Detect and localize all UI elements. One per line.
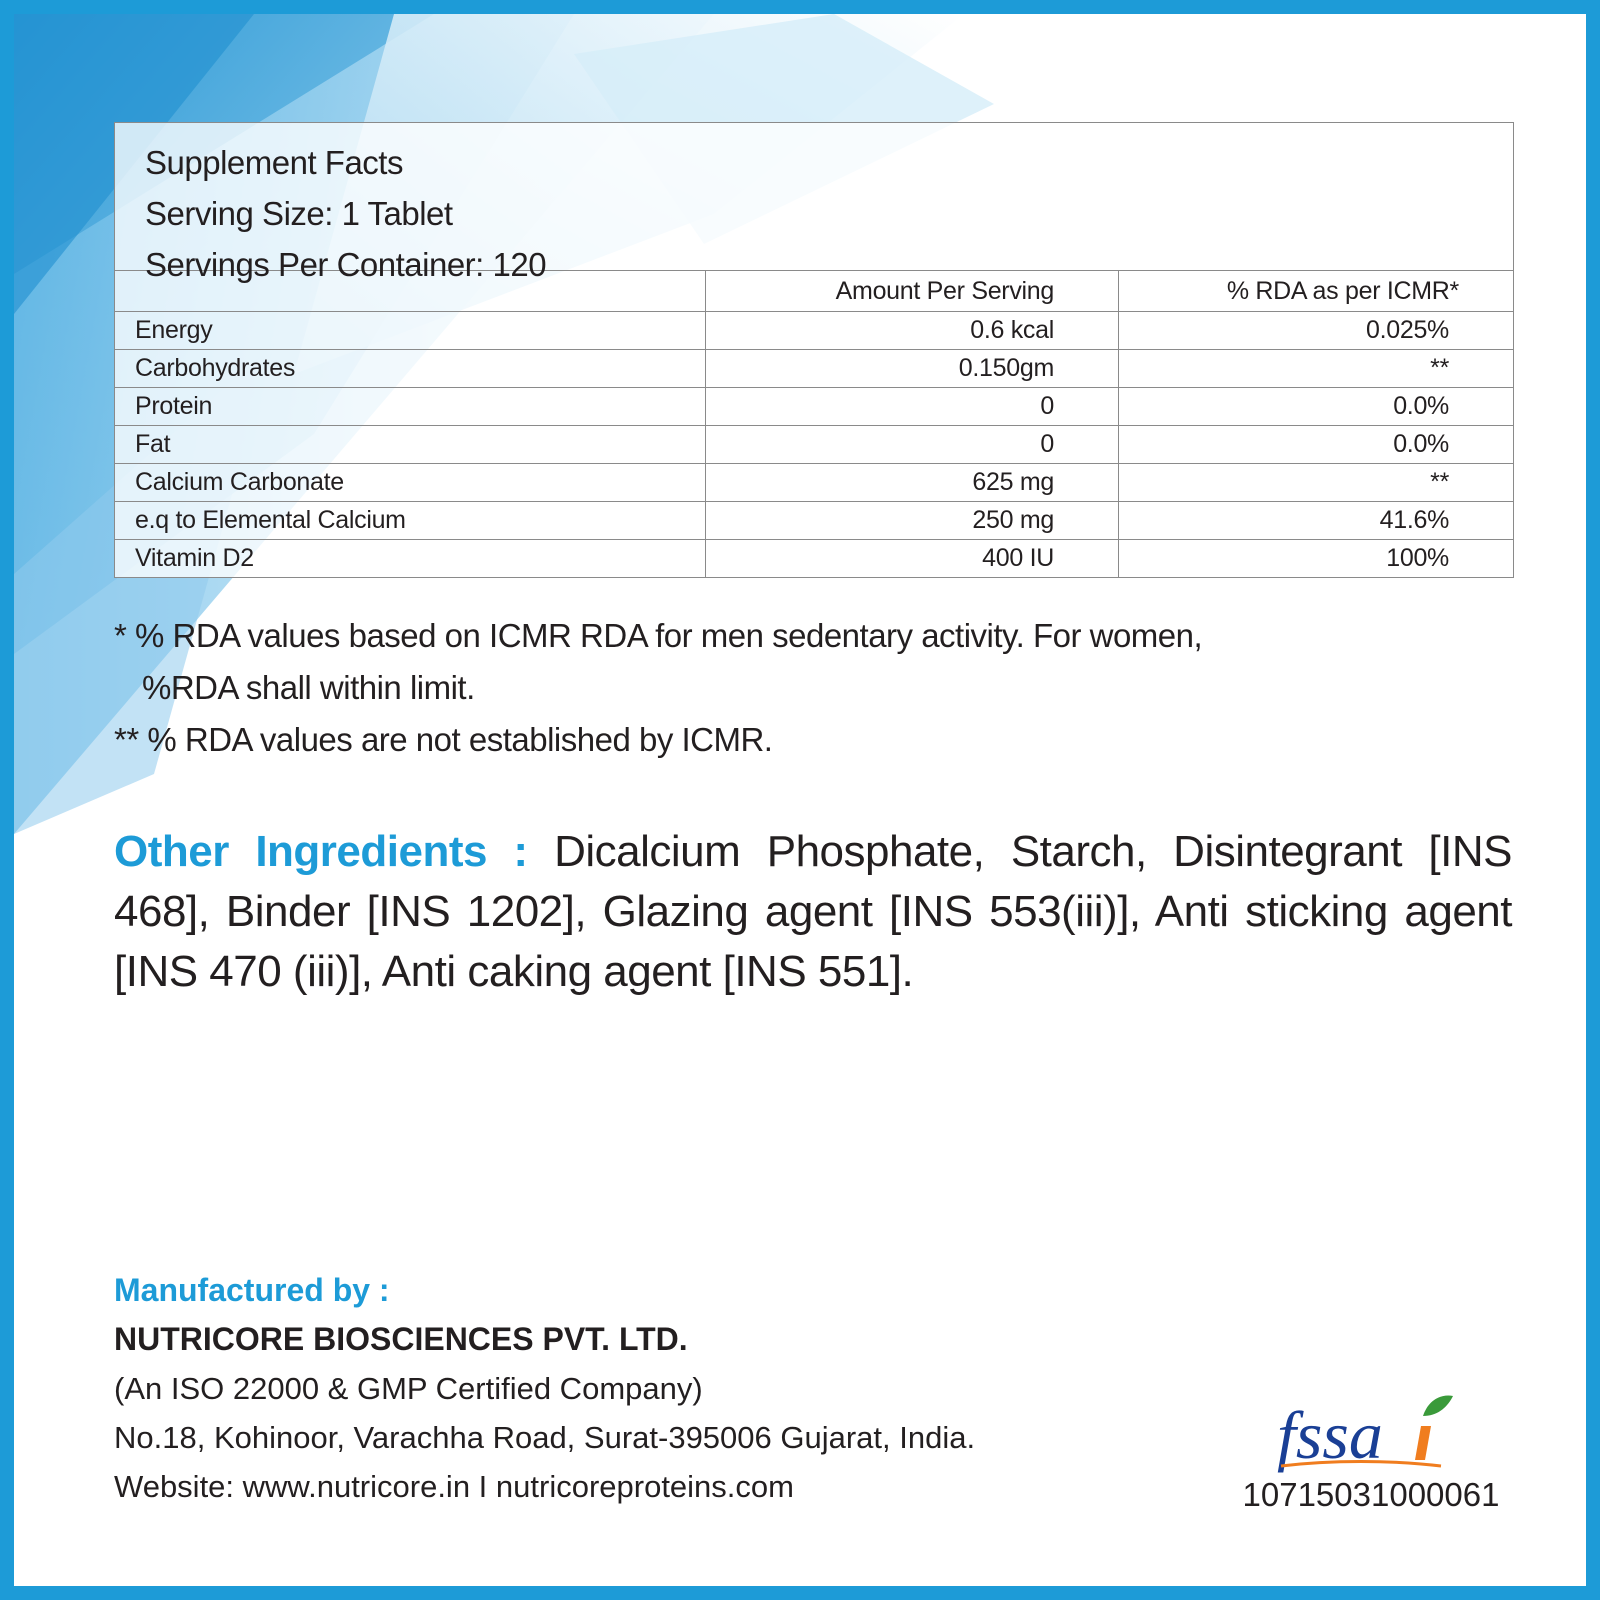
other-ingredients-text: Dicalcium Phosphate, Starch, Disintegrant [INS 468], Binder [INS 1202], Glazing agent [INS 553(iii)], Anti sticking agent [INS 470 (iii)], Anti caking agent [INS 551]. [114, 827, 1513, 996]
footnote-2: ** % RDA values are not established by ICMR. [114, 721, 773, 758]
manufacturer-label: Manufactured by : [114, 1272, 390, 1308]
nutrient-rda: 0.0% [1119, 388, 1514, 426]
header-rda: % RDA as per ICMR* [1119, 271, 1514, 312]
servings-per-container: Servings Per Container: 120 [145, 246, 547, 283]
nutrient-name: Fat [115, 426, 706, 464]
manufacturer-address: No.18, Kohinoor, Varachha Road, Surat-395006 Gujarat, India. [114, 1420, 976, 1455]
nutrient-amount: 0 [706, 388, 1119, 426]
table-row [115, 350, 1513, 388]
nutrient-rda: 41.6% [1119, 502, 1514, 540]
supplement-facts-panel [114, 122, 1514, 578]
nutrient-amount: 625 mg [706, 464, 1119, 502]
table-row [115, 540, 1513, 578]
facts-title: Supplement Facts [145, 144, 403, 181]
rda-footnotes [114, 610, 1202, 766]
nutrient-amount: 250 mg [706, 502, 1119, 540]
nutrient-amount: 0.6 kcal [706, 312, 1119, 350]
nutrient-rda: 100% [1119, 540, 1514, 578]
nutrient-amount: 0 [706, 426, 1119, 464]
nutrition-table [115, 271, 1513, 577]
nutrient-rda: 0.0% [1119, 426, 1514, 464]
other-ingredients [114, 822, 1512, 1002]
serving-size: Serving Size: 1 Tablet [145, 195, 453, 232]
header-amount: Amount Per Serving [706, 271, 1119, 312]
nutrient-name: Vitamin D2 [115, 540, 706, 578]
nutrient-name: Protein [115, 388, 706, 426]
other-ingredients-label: Other Ingredients : [114, 827, 528, 876]
nutrient-rda: ** [1119, 350, 1514, 388]
fssai-license-number: 10715031000061 [1242, 1476, 1500, 1513]
nutrient-name: Carbohydrates [115, 350, 706, 388]
nutrient-name: e.q to Elemental Calcium [115, 502, 706, 540]
manufacturer-company: NUTRICORE BIOSCIENCES PVT. LTD. [114, 1321, 688, 1357]
nutrient-amount: 400 IU [706, 540, 1119, 578]
table-row [115, 312, 1513, 350]
table-row [115, 502, 1513, 540]
table-row [115, 426, 1513, 464]
footnote-1-line-2: %RDA shall within limit. [142, 669, 475, 706]
table-row [115, 388, 1513, 426]
nutrient-amount: 0.150gm [706, 350, 1119, 388]
manufacturer-certification: (An ISO 22000 & GMP Certified Company) [114, 1371, 703, 1406]
nutrient-name: Calcium Carbonate [115, 464, 706, 502]
table-row [115, 464, 1513, 502]
manufacturer-website: Website: www.nutricore.in I nutricoreproteins.com [114, 1469, 794, 1504]
nutrient-rda: ** [1119, 464, 1514, 502]
svg-text:fssa: fssa [1277, 1397, 1383, 1473]
nutrient-name: Energy [115, 312, 706, 350]
manufacturer-info [114, 1266, 975, 1511]
nutrient-rda: 0.025% [1119, 312, 1514, 350]
footnote-1-line-1: * % RDA values based on ICMR RDA for men sedentary activity. For women, [114, 617, 1203, 654]
fssai-logo [1271, 1386, 1471, 1474]
supplement-facts-header [115, 123, 1513, 283]
fssai-badge [1226, 1386, 1516, 1514]
